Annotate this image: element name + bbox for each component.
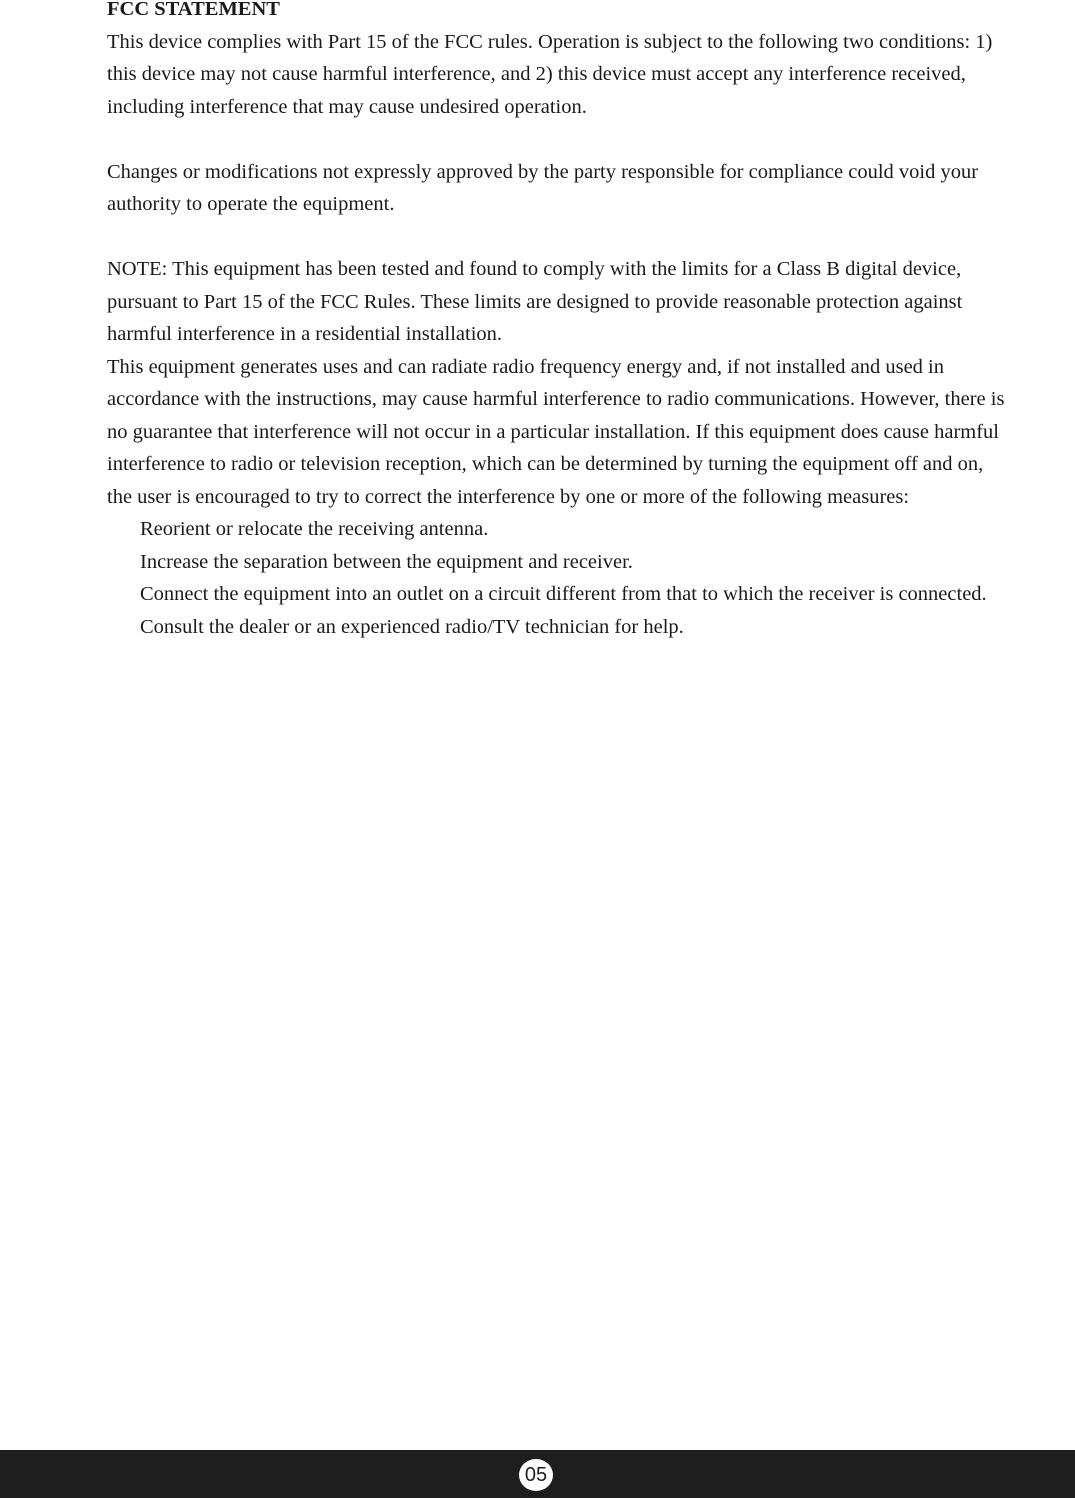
note-paragraph: NOTE: This equipment has been tested and found to comply with the limits for a Class B digital device, pursuant to Part 15 of the FCC Rules. These limits are designed to provide reasonable protection against harmful interference in a residential installation. — [107, 258, 963, 345]
modifications-paragraph: Changes or modifications not expressly approved by the party responsible for compliance could void your authority to operate the equipment. — [107, 160, 979, 215]
page-number-badge: 05 — [519, 1459, 553, 1491]
fcc-statement-section — [107, 0, 1007, 643]
list-item: Increase the separation between the equipment and receiver. — [140, 550, 633, 573]
footer-bar — [0, 1450, 1075, 1498]
measures-list — [107, 513, 1007, 643]
paragraph-spacer — [107, 123, 1007, 156]
page-title: FCC STATEMENT — [107, 0, 280, 20]
list-item: Reorient or relocate the receiving antenna. — [140, 518, 489, 540]
list-item: Connect the equipment into an outlet on a circuit different from that to which the receiver is connected. — [140, 583, 987, 605]
paragraph-spacer — [107, 221, 1007, 254]
list-item: Consult the dealer or an experienced radio/TV technician for help. — [140, 615, 684, 638]
compliance-paragraph: This device complies with Part 15 of the FCC rules. Operation is subject to the following two conditions: 1) this device may not cause harmful interference, and 2) this device must accept any interference received, including interference that may cause undesired operation. — [107, 30, 993, 118]
interference-paragraph: This equipment generates uses and can radiate radio frequency energy and, if not installed and used in accordance with the instructions, may cause harmful interference to radio communications. However, there is no guarantee that interference will not occur in a particular installation. If this equipment does cause harmful interference to radio or television reception, which can be determined by turning the equipment off and on, the user is encouraged to try to correct the interference by one or more of the following measures: — [107, 355, 1005, 508]
